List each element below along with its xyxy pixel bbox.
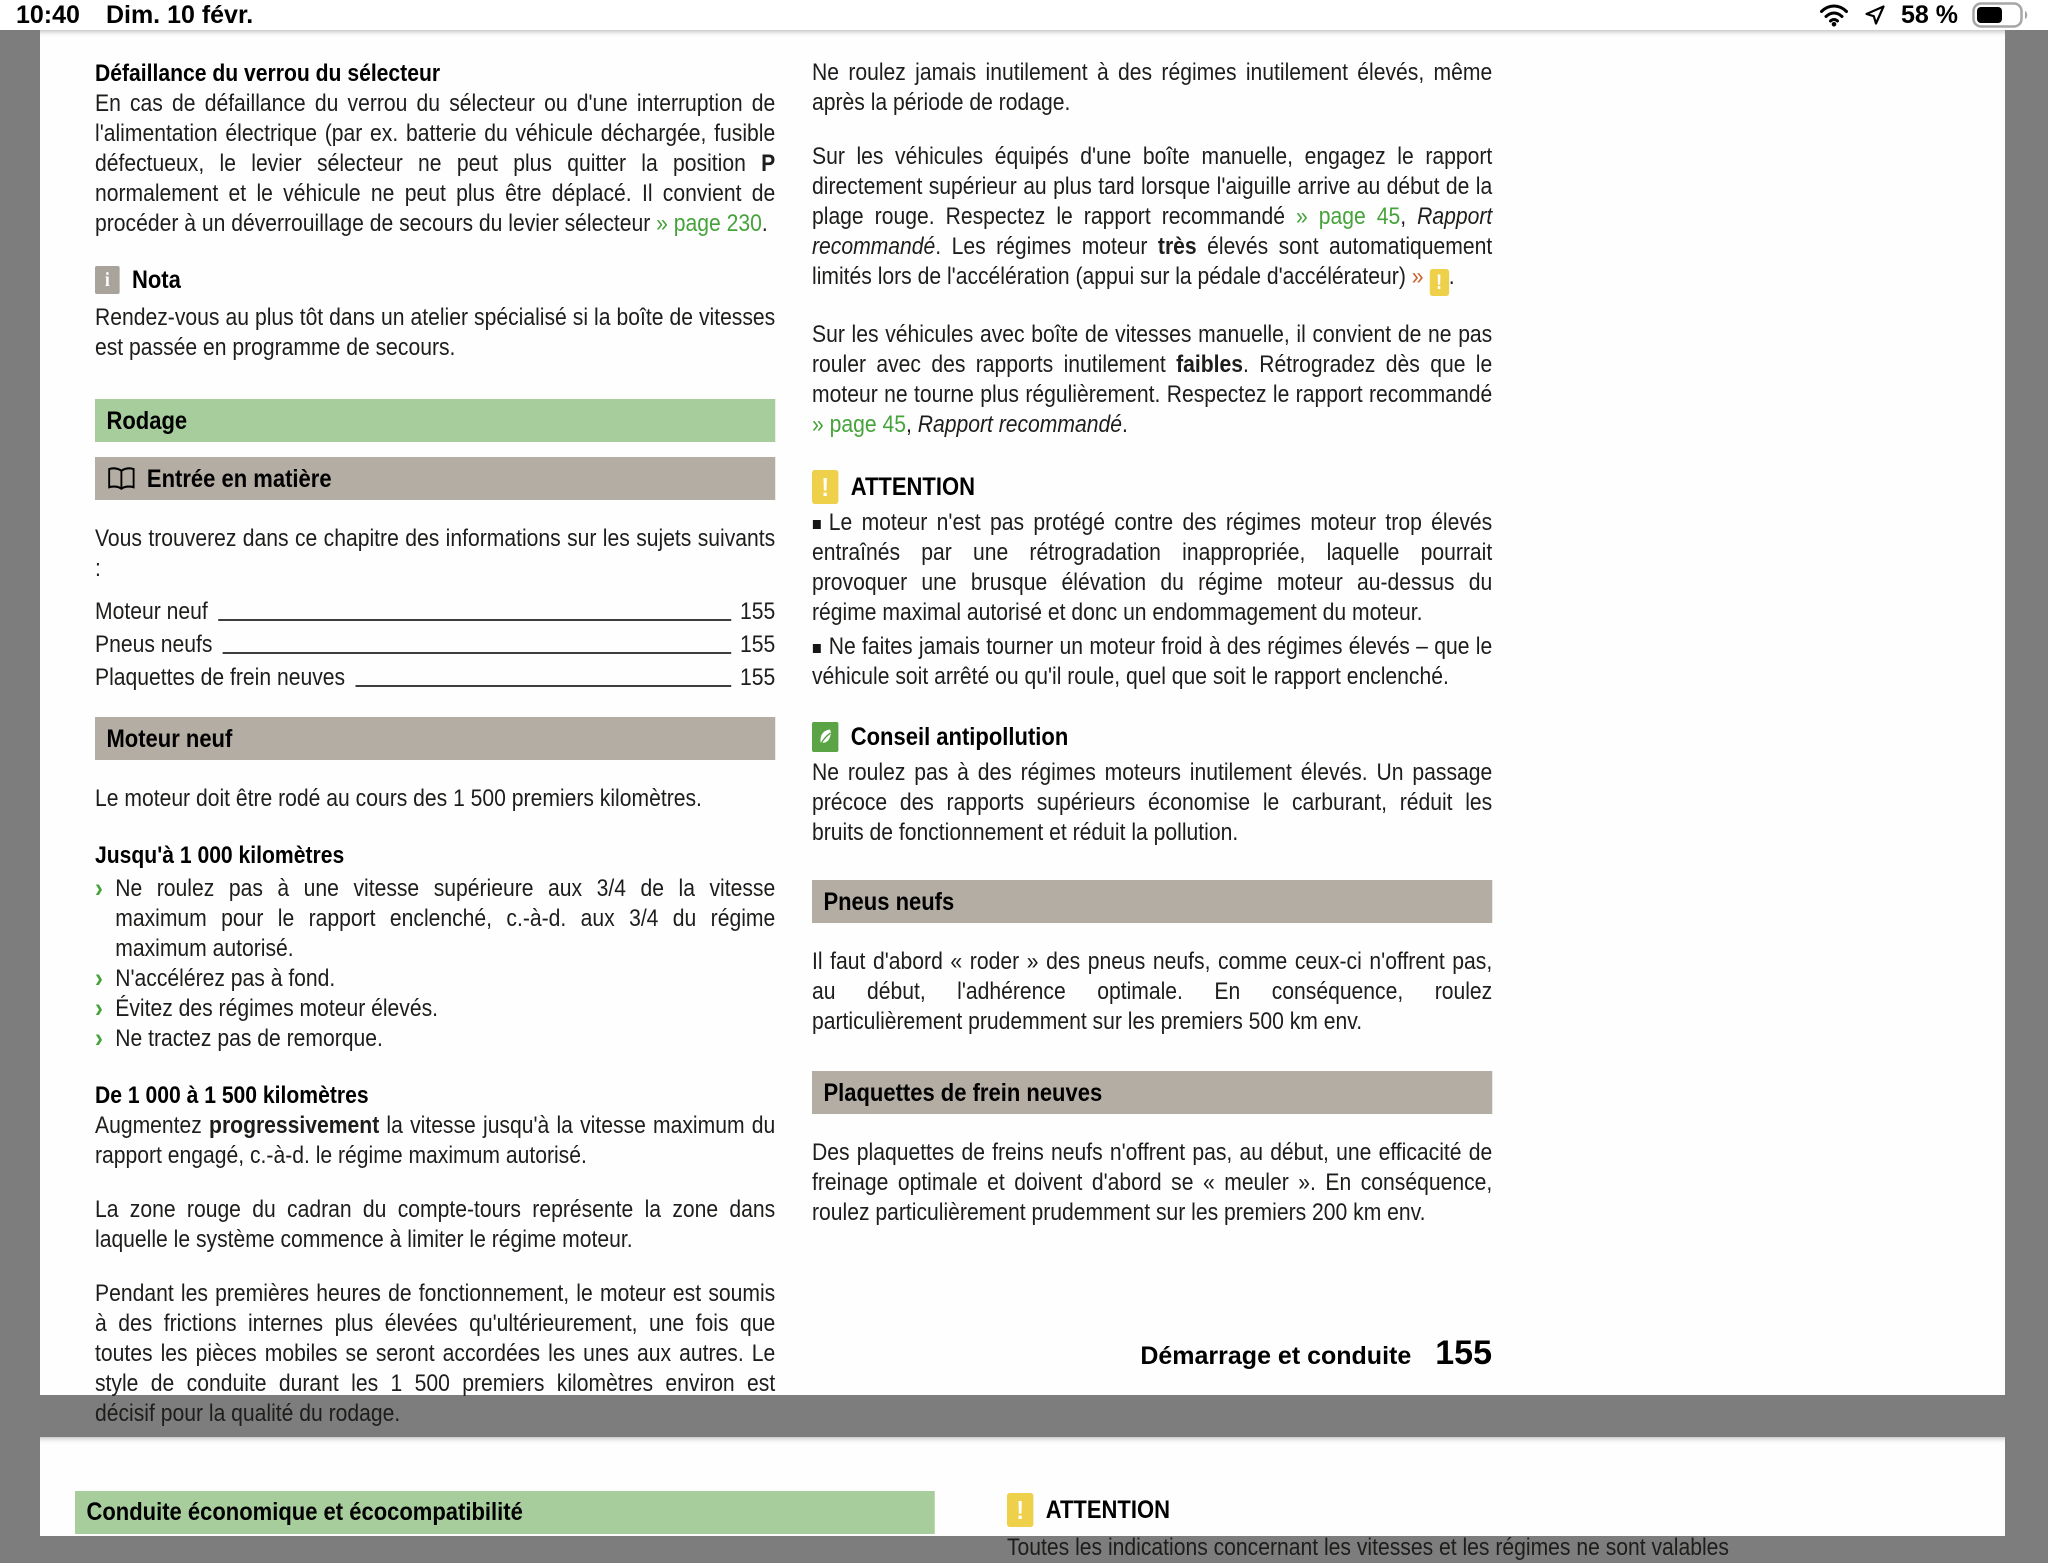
never-high-revs-paragraph: Ne roulez jamais inutilement à des régimes inutilement élevés, même après la période de rodage. bbox=[812, 59, 1493, 116]
left-column bbox=[95, 58, 775, 1429]
list-item: › N'accélérez pas à fond. bbox=[95, 963, 336, 993]
intro-header-label: Entrée en matière bbox=[146, 464, 332, 493]
eco-advice-heading bbox=[812, 722, 1492, 752]
chevron-bullet-icon: › bbox=[95, 993, 103, 1023]
until-1000-list bbox=[95, 874, 775, 1054]
toc-leader bbox=[218, 619, 731, 621]
section-header-conduite-economique bbox=[75, 1491, 935, 1534]
section-header-rodage bbox=[95, 399, 775, 442]
right-column bbox=[812, 58, 1492, 1228]
section-header-moteur-neuf bbox=[95, 717, 775, 760]
manual-page-155 bbox=[40, 30, 2005, 1427]
page-number: 155 bbox=[1435, 1334, 1492, 1372]
pneus-text: Il faut d'abord « roder » des pneus neufs, comme ceux-ci n'offrent pas, au début, l'adhérence optimale. En conséquence, roulez particulièrement prudemment sur les premiers 500 km env. bbox=[812, 948, 1493, 1035]
toc-label: Moteur neuf bbox=[95, 598, 208, 625]
attention-heading bbox=[812, 470, 1492, 504]
open-book-icon bbox=[106, 466, 136, 492]
attention-heading bbox=[1007, 1493, 1997, 1527]
attention-text-truncated: Toutes les indications concernant les vitesses et les régimes ne sont valables bbox=[1007, 1534, 1729, 1561]
toc-row[interactable] bbox=[95, 627, 775, 660]
eco-title: Conseil antipollution bbox=[850, 723, 1069, 751]
attention-title: ATTENTION bbox=[1045, 1496, 1170, 1524]
moteur-header-label: Moteur neuf bbox=[106, 724, 233, 753]
page-reference-link[interactable]: » bbox=[1411, 263, 1424, 290]
toc-page-number: 155 bbox=[739, 598, 776, 625]
page-footer bbox=[1140, 1334, 1492, 1373]
nota-text: Rendez-vous au plus tôt dans un atelier spécialisé si la boîte de vitesses est passée en programme de secours. bbox=[95, 304, 776, 361]
toc-label: Pneus neufs bbox=[95, 631, 213, 658]
page-reference-link[interactable]: » page 230 bbox=[656, 210, 762, 237]
eco-text: Ne roulez pas à des régimes moteurs inutilement élevés. Un passage précoce des rapports supérieurs économise le carburant, réduit les bruits de fonctionnement et réduit la pollution. bbox=[812, 759, 1493, 846]
nota-title: Nota bbox=[131, 266, 181, 294]
intro-text: Vous trouverez dans ce chapitre des informations sur les sujets suivants : bbox=[95, 525, 776, 582]
battery-icon bbox=[1972, 1, 2032, 29]
toc-label: Plaquettes de frein neuves bbox=[95, 664, 346, 691]
list-item: › Évitez des régimes moteur élevés. bbox=[95, 993, 439, 1023]
toc-leader bbox=[356, 685, 732, 687]
pneus-header-label: Pneus neufs bbox=[823, 887, 955, 916]
until-1000-heading: Jusqu'à 1 000 kilomètres bbox=[95, 842, 345, 869]
nota-heading bbox=[95, 265, 775, 295]
conduite-header-label: Conduite économique et écocompatibilité bbox=[86, 1498, 523, 1526]
attention-block-page2 bbox=[1007, 1493, 1997, 1563]
selector-failure-heading: Défaillance du verrou du sélecteur bbox=[95, 60, 441, 87]
downshift-paragraph: Sur les véhicules avec boîte de vitesses manuelle, il convient de ne pas rouler avec des rapports inutilement faibles. Rétrogradez dès que le moteur ne tourne plus régulièrement. Respectez le rapport recommandé » page 45, Rapport recommandé. bbox=[812, 321, 1493, 438]
chapter-name: Démarrage et conduite bbox=[1140, 1342, 1412, 1370]
warning-icon-inline[interactable]: ! bbox=[1429, 269, 1448, 296]
date: Dim. 10 févr. bbox=[105, 0, 254, 29]
rodage-header-label: Rodage bbox=[106, 406, 188, 435]
wifi-icon bbox=[1819, 3, 1849, 27]
toc-leader bbox=[223, 652, 731, 654]
from-1000-heading: De 1 000 à 1 500 kilomètres bbox=[95, 1082, 369, 1109]
info-icon: i bbox=[95, 266, 120, 294]
toc-row[interactable] bbox=[95, 594, 775, 627]
friction-paragraph: Pendant les premières heures de fonctionnement, le moteur est soumis à des frictions internes plus élevées qu'ultérieurement, une fois que toutes les pièces mobiles se seront accordées les unes aux autres. Le style de conduite durant les 1 500 premiers kilomètres environ est décisif pour la qualité du rodage. bbox=[95, 1280, 776, 1427]
redzone-paragraph: La zone rouge du cadran du compte-tours représente la zone dans laquelle le système commence à limiter le régime moteur. bbox=[95, 1196, 776, 1253]
plaquettes-text: Des plaquettes de freins neufs n'offrent pas, au début, une efficacité de freinage optimale et doivent d'abord se « meuler ». En conséquence, roulez particulièrement prudemment sur les premiers 200 km env. bbox=[812, 1139, 1493, 1226]
page-reference-link[interactable]: » page 45 bbox=[812, 411, 906, 438]
list-item: › Ne tractez pas de remorque. bbox=[95, 1023, 383, 1053]
chevron-bullet-icon: › bbox=[95, 873, 103, 903]
status-bar bbox=[0, 0, 2048, 30]
clock: 10:40 bbox=[16, 0, 80, 29]
chevron-bullet-icon: › bbox=[95, 1023, 103, 1053]
attention-title: ATTENTION bbox=[850, 473, 975, 501]
section-header-intro bbox=[95, 457, 775, 500]
attention-item: Ne faites jamais tourner un moteur froid à des régimes élevés – que le véhicule soit arrêté ou qu'il roule, quel que soit le rapport enclenché. bbox=[812, 633, 1493, 690]
section-header-pneus-neufs bbox=[812, 880, 1492, 923]
warning-icon: ! bbox=[812, 470, 838, 504]
progressive-paragraph: Augmentez progressivement la vitesse jusqu'à la vitesse maximum du rapport engagé, c.-à-d. le régime maximum autorisé. bbox=[95, 1112, 776, 1169]
toc-page-number: 155 bbox=[739, 664, 776, 691]
eco-leaf-icon bbox=[812, 722, 838, 752]
section-header-plaquettes bbox=[812, 1071, 1492, 1114]
page-reference-link[interactable]: » page 45 bbox=[1295, 203, 1401, 230]
chapter-toc bbox=[95, 594, 775, 693]
manual-gearbox-paragraph: Sur les véhicules équipés d'une boîte manuelle, engagez le rapport directement supérieur au plus tard lorsque l'aiguille arrive au début de la plage rouge. Respectez le rapport recommandé » page 45, Rapport recommandé. Les régimes moteur très élevés sont automatiquement limités lors de l'accélération (appui sur la pédale d'accélérateur) » ! . bbox=[812, 143, 1493, 294]
battery-percent: 58 % bbox=[1901, 0, 1958, 29]
toc-row[interactable] bbox=[95, 660, 775, 693]
attention-item: Le moteur n'est pas protégé contre des régimes moteur trop élevés entraînés par une rétrogradation inappropriée, laquelle pourrait provoquer une brusque élévation du régime moteur au-dessus du régime maximal autorisé et donc un endommagement du moteur. bbox=[812, 509, 1493, 626]
rodage-intro-text: Le moteur doit être rodé au cours des 1 500 premiers kilomètres. bbox=[95, 785, 702, 812]
selector-failure-paragraph: En cas de défaillance du verrou du sélecteur ou d'une interruption de l'alimentation électrique (par ex. batterie du véhicule déchargée, fusible défectueux, le levier sélecteur ne peut plus quitter la position P normalement et le véhicule ne peut plus être déplacé. Il convient de procéder à un déverrouillage de secours du levier sélecteur » page 230. bbox=[95, 90, 776, 237]
list-item: › Ne roulez pas à une vitesse supérieure aux 3/4 de la vitesse maximum pour le rapport enclenché, c.-à-d. aux 3/4 du régime maximum autorisé. bbox=[95, 873, 776, 962]
plaquettes-header-label: Plaquettes de frein neuves bbox=[823, 1078, 1103, 1107]
warning-icon: ! bbox=[1007, 1493, 1033, 1527]
chevron-bullet-icon: › bbox=[95, 963, 103, 993]
toc-page-number: 155 bbox=[739, 631, 776, 658]
location-icon bbox=[1863, 3, 1887, 27]
manual-page-156 bbox=[40, 1437, 2005, 1561]
